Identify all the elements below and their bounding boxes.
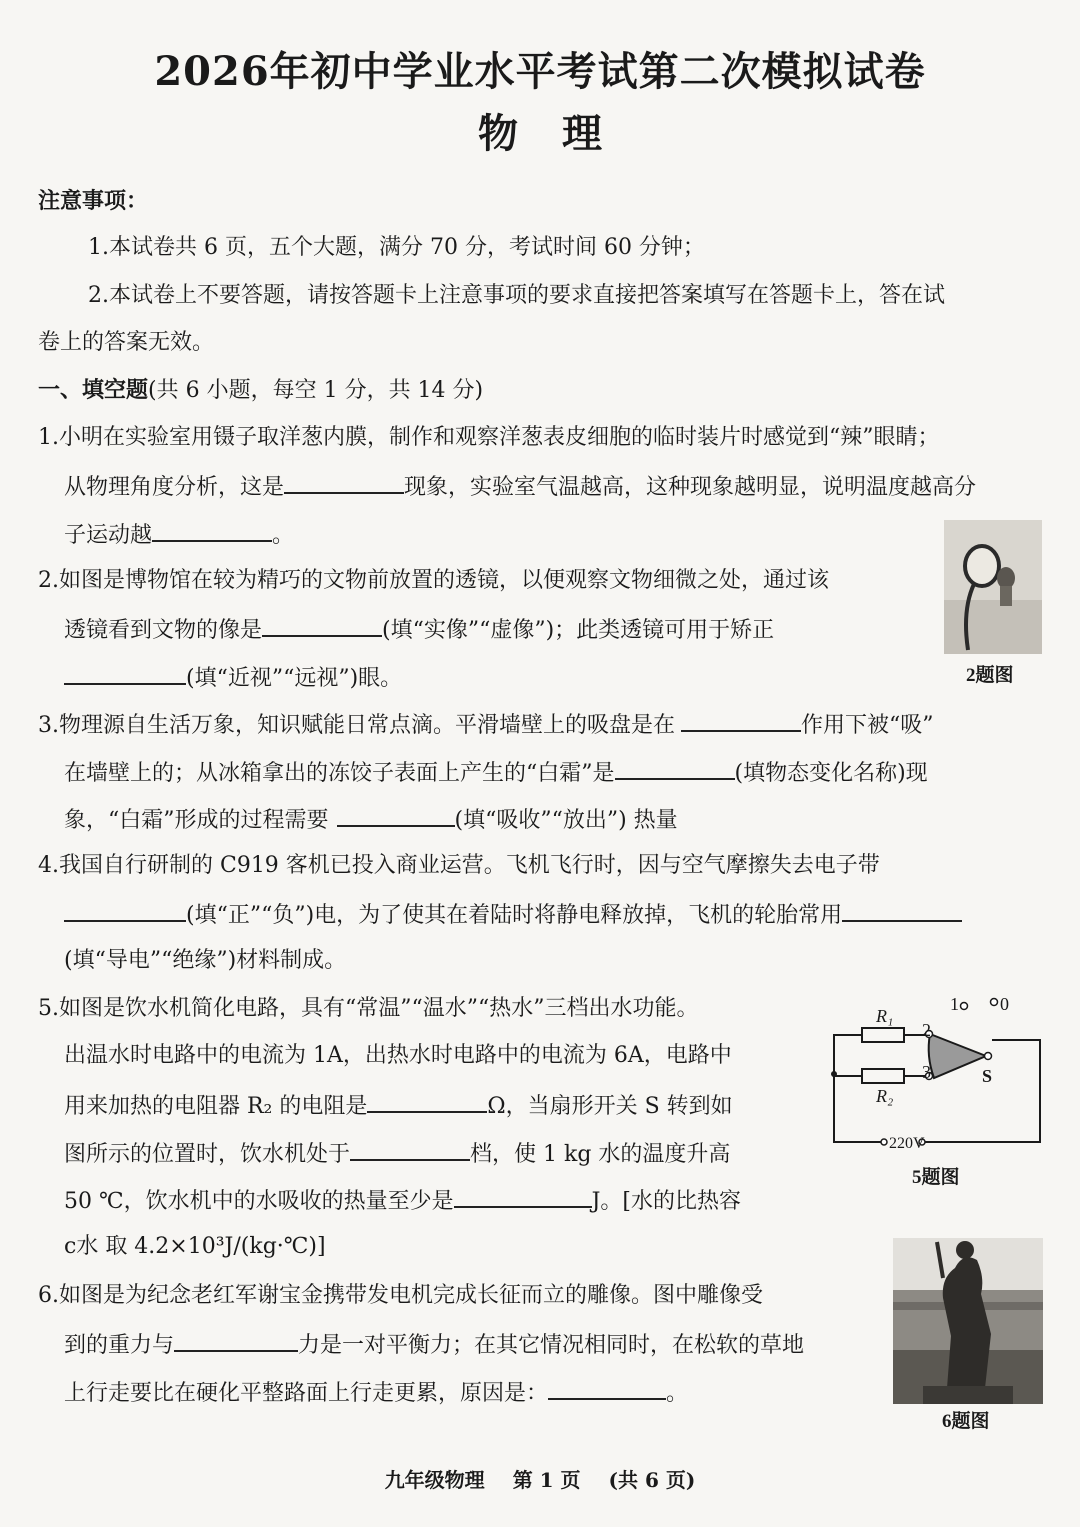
q6-line-1: 6.如图是为纪念老红军谢宝金携带发电机完成长征而立的雕像。图中雕像受 bbox=[38, 1283, 763, 1308]
q3-text-d: (填物态变化名称)现 bbox=[734, 761, 928, 786]
q1-text-b: 现象，实验室气温越高，这种现象越明显，说明温度越高分 bbox=[404, 475, 977, 500]
answer-blank bbox=[548, 1376, 666, 1400]
q4-text-a: (填“正”“负”)电，为了使其在着陆时将静电释放掉，飞机的轮胎常用 bbox=[186, 903, 843, 928]
q5-line-4 bbox=[64, 1137, 730, 1170]
exam-title: 2026年初中学业水平考试第二次模拟试卷 bbox=[154, 48, 926, 95]
subject-char-2: 理 bbox=[562, 110, 602, 157]
figure-caption-6: 6题图 bbox=[942, 1411, 990, 1432]
terminal-0: 0 bbox=[1000, 994, 1009, 1014]
q6-text-b: 力是一对平衡力；在其它情况相同时，在松软的草地 bbox=[298, 1333, 805, 1358]
figure-caption-5: 5题图 bbox=[912, 1167, 960, 1188]
q5-line-2: 出温水时电路中的电流为 1A，出热水时电路中的电流为 6A，电路中 bbox=[64, 1043, 732, 1068]
q5-line-5 bbox=[64, 1184, 741, 1217]
q3-text-b: 作用下被“吸” bbox=[801, 713, 934, 738]
q3-line-2 bbox=[64, 756, 928, 789]
notice-item-2b: 卷上的答案无效。 bbox=[38, 330, 215, 355]
terminal-2: 2 bbox=[922, 1020, 931, 1040]
q4-line-1: 4.我国自行研制的 C919 客机已投入商业运营。飞机飞行时，因与空气摩擦失去电子带 bbox=[38, 853, 880, 878]
voltage-label: 220V bbox=[889, 1135, 925, 1152]
footer-page: 第 1 页 bbox=[512, 1468, 581, 1492]
q4-line-3: (填“导电”“绝缘”)材料制成。 bbox=[64, 948, 347, 973]
q1-text-a: 从物理角度分析，这是 bbox=[64, 475, 285, 500]
notice-item-2a: 2.本试卷上不要答题，请按答题卡上注意事项的要求直接把答案填写在答题卡上，答在试 bbox=[88, 283, 945, 308]
q4-line-2 bbox=[64, 898, 962, 931]
r1-label: R₁ bbox=[876, 1006, 894, 1026]
q5-text-e: 50 ℃，饮水机中的水吸收的热量至少是 bbox=[64, 1189, 454, 1214]
q2-line-1: 2.如图是博物馆在较为精巧的文物前放置的透镜，以便观察文物细微之处，通过该 bbox=[38, 568, 829, 593]
q5-text-d: 档，使 1 kg 水的温度升高 bbox=[470, 1142, 731, 1167]
answer-blank bbox=[64, 661, 186, 685]
section-desc: (共 6 小题，每空 1 分，共 14 分) bbox=[148, 378, 484, 403]
q3-line-3 bbox=[64, 803, 678, 836]
switch-label: S bbox=[982, 1066, 993, 1086]
q5-text-c: 图所示的位置时，饮水机处于 bbox=[64, 1142, 351, 1167]
answer-blank bbox=[454, 1184, 592, 1208]
answer-blank bbox=[174, 1328, 298, 1352]
answer-blank bbox=[337, 803, 455, 827]
answer-blank bbox=[842, 898, 962, 922]
q2-text-c: (填“近视”“远视”)眼。 bbox=[186, 666, 403, 691]
q3-text-f: (填“吸收”“放出”) 热量 bbox=[454, 808, 678, 833]
answer-blank bbox=[284, 470, 404, 494]
answer-blank bbox=[64, 898, 186, 922]
q2-line-2 bbox=[64, 613, 774, 646]
magnifier-lens-image bbox=[944, 520, 1042, 654]
q6-line-2 bbox=[64, 1328, 804, 1361]
answer-blank bbox=[152, 518, 272, 542]
section-title: 一、填空题 bbox=[38, 377, 149, 403]
q5-line-6: c水 取 4.2×10³J/(kg·℃)] bbox=[64, 1234, 326, 1259]
q6-text-c: 上行走要比在硬化平整路面上行走更累，原因是： bbox=[64, 1381, 549, 1406]
q3-text-c: 在墙壁上的；从冰箱拿出的冻饺子表面上产生的“白霜”是 bbox=[64, 761, 615, 786]
answer-blank bbox=[262, 613, 382, 637]
q2-text-a: 透镜看到文物的像是 bbox=[64, 618, 263, 643]
q3-line-1 bbox=[38, 708, 934, 741]
section-heading bbox=[38, 375, 483, 406]
q1-text-d: 。 bbox=[272, 523, 295, 548]
answer-blank bbox=[350, 1137, 470, 1161]
q5-text-b: Ω，当扇形开关 S 转到如 bbox=[487, 1094, 733, 1119]
q5-line-3 bbox=[64, 1089, 733, 1122]
q6-text-d: 。 bbox=[666, 1381, 689, 1406]
footer-grade: 九年级物理 bbox=[384, 1468, 485, 1492]
answer-blank bbox=[367, 1089, 487, 1113]
q1-text-c: 子运动越 bbox=[64, 523, 153, 548]
q2-line-3 bbox=[64, 661, 402, 694]
page-footer bbox=[0, 1464, 1080, 1493]
q1-line-2 bbox=[64, 470, 976, 503]
q5-text-f: J。[水的比热容 bbox=[591, 1189, 742, 1214]
figure-caption-2: 2题图 bbox=[966, 665, 1014, 686]
q5-line-1: 5.如图是饮水机简化电路，具有“常温”“温水”“热水”三档出水功能。 bbox=[38, 996, 699, 1021]
q5-text-a: 用来加热的电阻器 R₂ 的电阻是 bbox=[64, 1094, 368, 1119]
q2-text-b: (填“实像”“虚像”)；此类透镜可用于矫正 bbox=[382, 618, 775, 643]
footer-total: (共 6 页) bbox=[608, 1468, 696, 1492]
answer-blank bbox=[681, 708, 801, 732]
terminal-3: 3 bbox=[922, 1062, 931, 1082]
answer-blank bbox=[615, 756, 735, 780]
notice-item-1: 1.本试卷共 6 页，五个大题，满分 70 分，考试时间 60 分钟； bbox=[88, 235, 705, 260]
subject-title bbox=[0, 102, 1080, 159]
statue-image bbox=[893, 1238, 1043, 1404]
q1-line-1: 1.小明在实验室用镊子取洋葱内膜，制作和观察洋葱表皮细胞的临时装片时感觉到“辣”眼睛； bbox=[38, 425, 940, 450]
q1-line-3 bbox=[64, 518, 294, 551]
subject-char-1: 物 bbox=[478, 110, 518, 157]
terminal-1: 1 bbox=[950, 994, 959, 1014]
circuit-diagram bbox=[826, 990, 1046, 1160]
r2-label: R₂ bbox=[876, 1086, 894, 1106]
q3-text-e: 象，“白霜”形成的过程需要 bbox=[64, 808, 329, 833]
q3-text-a: 3.物理源自生活万象，知识赋能日常点滴。平滑墙壁上的吸盘是在 bbox=[38, 713, 675, 738]
q6-text-a: 到的重力与 bbox=[64, 1333, 175, 1358]
notice-heading: 注意事项： bbox=[38, 188, 149, 214]
q6-line-3 bbox=[64, 1376, 688, 1409]
